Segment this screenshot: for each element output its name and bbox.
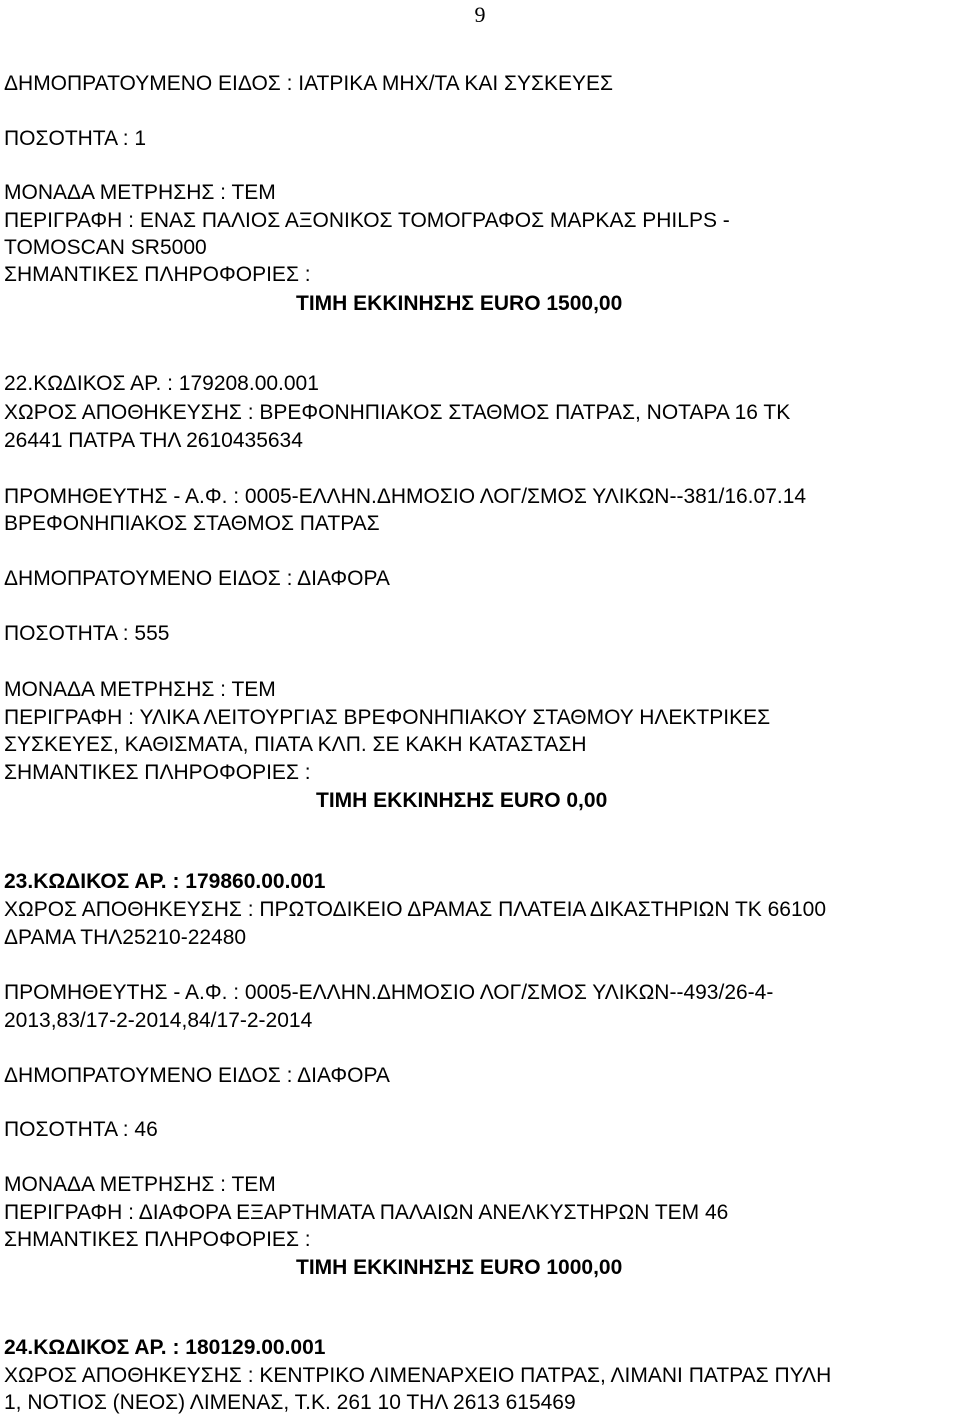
description-line: TOMOSCAN SR5000	[4, 236, 207, 259]
item-type-line: ΔΗΜΟΠΡΑΤΟΥΜΕΝΟ ΕΙΔΟΣ : ΔΙΑΦΟΡΑ	[4, 567, 390, 590]
unit-line: ΜΟΝΑΔΑ ΜΕΤΡΗΣΗΣ : ΤΕΜ	[4, 1173, 276, 1196]
supplier-line: ΠΡΟΜΗΘΕΥΤΗΣ - Α.Φ. : 0005-ΕΛΛΗΝ.ΔΗΜΟΣΙΟ ΛΟΓ/ΣΜΟΣ ΥΛΙΚΩΝ--381/16.07.14	[4, 485, 807, 508]
storage-location-line: 1, ΝΟΤΙΟΣ (ΝΕΟΣ) ΛΙΜΕΝΑΣ, Τ.Κ. 261 10 ΤΗΛ 2613 615469	[4, 1391, 576, 1414]
item-code-line: 24.ΚΩΔΙΚΟΣ ΑΡ. : 180129.00.001	[4, 1336, 326, 1359]
item-type-line: ΔΗΜΟΠΡΑΤΟΥΜΕΝΟ ΕΙΔΟΣ : ΙΑΤΡΙΚΑ ΜΗΧ/ΤΑ ΚΑΙ ΣΥΣΚΕΥΕΣ	[4, 72, 614, 95]
storage-location-line: 26441 ΠΑΤΡΑ ΤΗΛ 2610435634	[4, 429, 303, 452]
item-type-line: ΔΗΜΟΠΡΑΤΟΥΜΕΝΟ ΕΙΔΟΣ : ΔΙΑΦΟΡΑ	[4, 1064, 390, 1087]
important-info-line: ΣΗΜΑΝΤΙΚΕΣ ΠΛΗΡΟΦΟΡΙΕΣ :	[4, 1228, 311, 1251]
unit-line: ΜΟΝΑΔΑ ΜΕΤΡΗΣΗΣ : ΤΕΜ	[4, 678, 276, 701]
supplier-line: 2013,83/17-2-2014,84/17-2-2014	[4, 1009, 313, 1032]
storage-location-line: ΧΩΡΟΣ ΑΠΟΘΗΚΕΥΣΗΣ : ΒΡΕΦΟΝΗΠΙΑΚΟΣ ΣΤΑΘΜΟΣ ΠΑΤΡΑΣ, ΝΟΤΑΡΑ 16 ΤΚ	[4, 401, 791, 424]
unit-line: ΜΟΝΑΔΑ ΜΕΤΡΗΣΗΣ : ΤΕΜ	[4, 181, 276, 204]
supplier-line: ΒΡΕΦΟΝΗΠΙΑΚΟΣ ΣΤΑΘΜΟΣ ΠΑΤΡΑΣ	[4, 512, 380, 535]
supplier-line: ΠΡΟΜΗΘΕΥΤΗΣ - Α.Φ. : 0005-ΕΛΛΗΝ.ΔΗΜΟΣΙΟ ΛΟΓ/ΣΜΟΣ ΥΛΙΚΩΝ--493/26-4-	[4, 981, 774, 1004]
starting-price: ΤΙΜΗ ΕΚΚΙΝΗΣΗΣ EURO 1500,00	[296, 292, 623, 315]
description-line: ΠΕΡΙΓΡΑΦΗ : ΔΙΑΦΟΡΑ ΕΞΑΡΤΗΜΑΤΑ ΠΑΛΑΙΩΝ ΑΝΕΛΚΥΣΤΗΡΩΝ ΤΕΜ 46	[4, 1201, 729, 1224]
description-line: ΠΕΡΙΓΡΑΦΗ : ΕΝΑΣ ΠΑΛΙΟΣ ΑΞΟΝΙΚΟΣ ΤΟΜΟΓΡΑΦΟΣ ΜΑΡΚΑΣ PHILPS -	[4, 209, 730, 232]
quantity-line: ΠΟΣΟΤΗΤΑ : 46	[4, 1118, 158, 1141]
quantity-line: ΠΟΣΟΤΗΤΑ : 1	[4, 127, 147, 150]
item-code-line: 22.ΚΩΔΙΚΟΣ ΑΡ. : 179208.00.001	[4, 372, 319, 395]
description-line: ΠΕΡΙΓΡΑΦΗ : ΥΛΙΚΑ ΛΕΙΤΟΥΡΓΙΑΣ ΒΡΕΦΟΝΗΠΙΑΚΟΥ ΣΤΑΘΜΟΥ ΗΛΕΚΤΡΙΚΕΣ	[4, 706, 771, 729]
description-line: ΣΥΣΚΕΥΕΣ, ΚΑΘΙΣΜΑΤΑ, ΠΙΑΤΑ ΚΛΠ. ΣΕ ΚΑΚΗ ΚΑΤΑΣΤΑΣΗ	[4, 733, 587, 756]
starting-price: ΤΙΜΗ ΕΚΚΙΝΗΣΗΣ EURO 0,00	[316, 789, 608, 812]
starting-price: ΤΙΜΗ ΕΚΚΙΝΗΣΗΣ EURO 1000,00	[296, 1256, 623, 1279]
storage-location-line: ΔΡΑΜΑ ΤΗΛ25210-22480	[4, 926, 247, 949]
item-code-line: 23.ΚΩΔΙΚΟΣ ΑΡ. : 179860.00.001	[4, 870, 326, 893]
important-info-line: ΣΗΜΑΝΤΙΚΕΣ ΠΛΗΡΟΦΟΡΙΕΣ :	[4, 263, 311, 286]
important-info-line: ΣΗΜΑΝΤΙΚΕΣ ΠΛΗΡΟΦΟΡΙΕΣ :	[4, 761, 311, 784]
page-number: 9	[474, 2, 486, 27]
storage-location-line: ΧΩΡΟΣ ΑΠΟΘΗΚΕΥΣΗΣ : ΠΡΩΤΟΔΙΚΕΙΟ ΔΡΑΜΑΣ ΠΛΑΤΕΙΑ ΔΙΚΑΣΤΗΡΙΩΝ ΤΚ 66100	[4, 898, 827, 921]
quantity-line: ΠΟΣΟΤΗΤΑ : 555	[4, 622, 170, 645]
storage-location-line: ΧΩΡΟΣ ΑΠΟΘΗΚΕΥΣΗΣ : ΚΕΝΤΡΙΚΟ ΛΙΜΕΝΑΡΧΕΙΟ ΠΑΤΡΑΣ, ΛΙΜΑΝΙ ΠΑΤΡΑΣ ΠΥΛΗ	[4, 1364, 832, 1387]
